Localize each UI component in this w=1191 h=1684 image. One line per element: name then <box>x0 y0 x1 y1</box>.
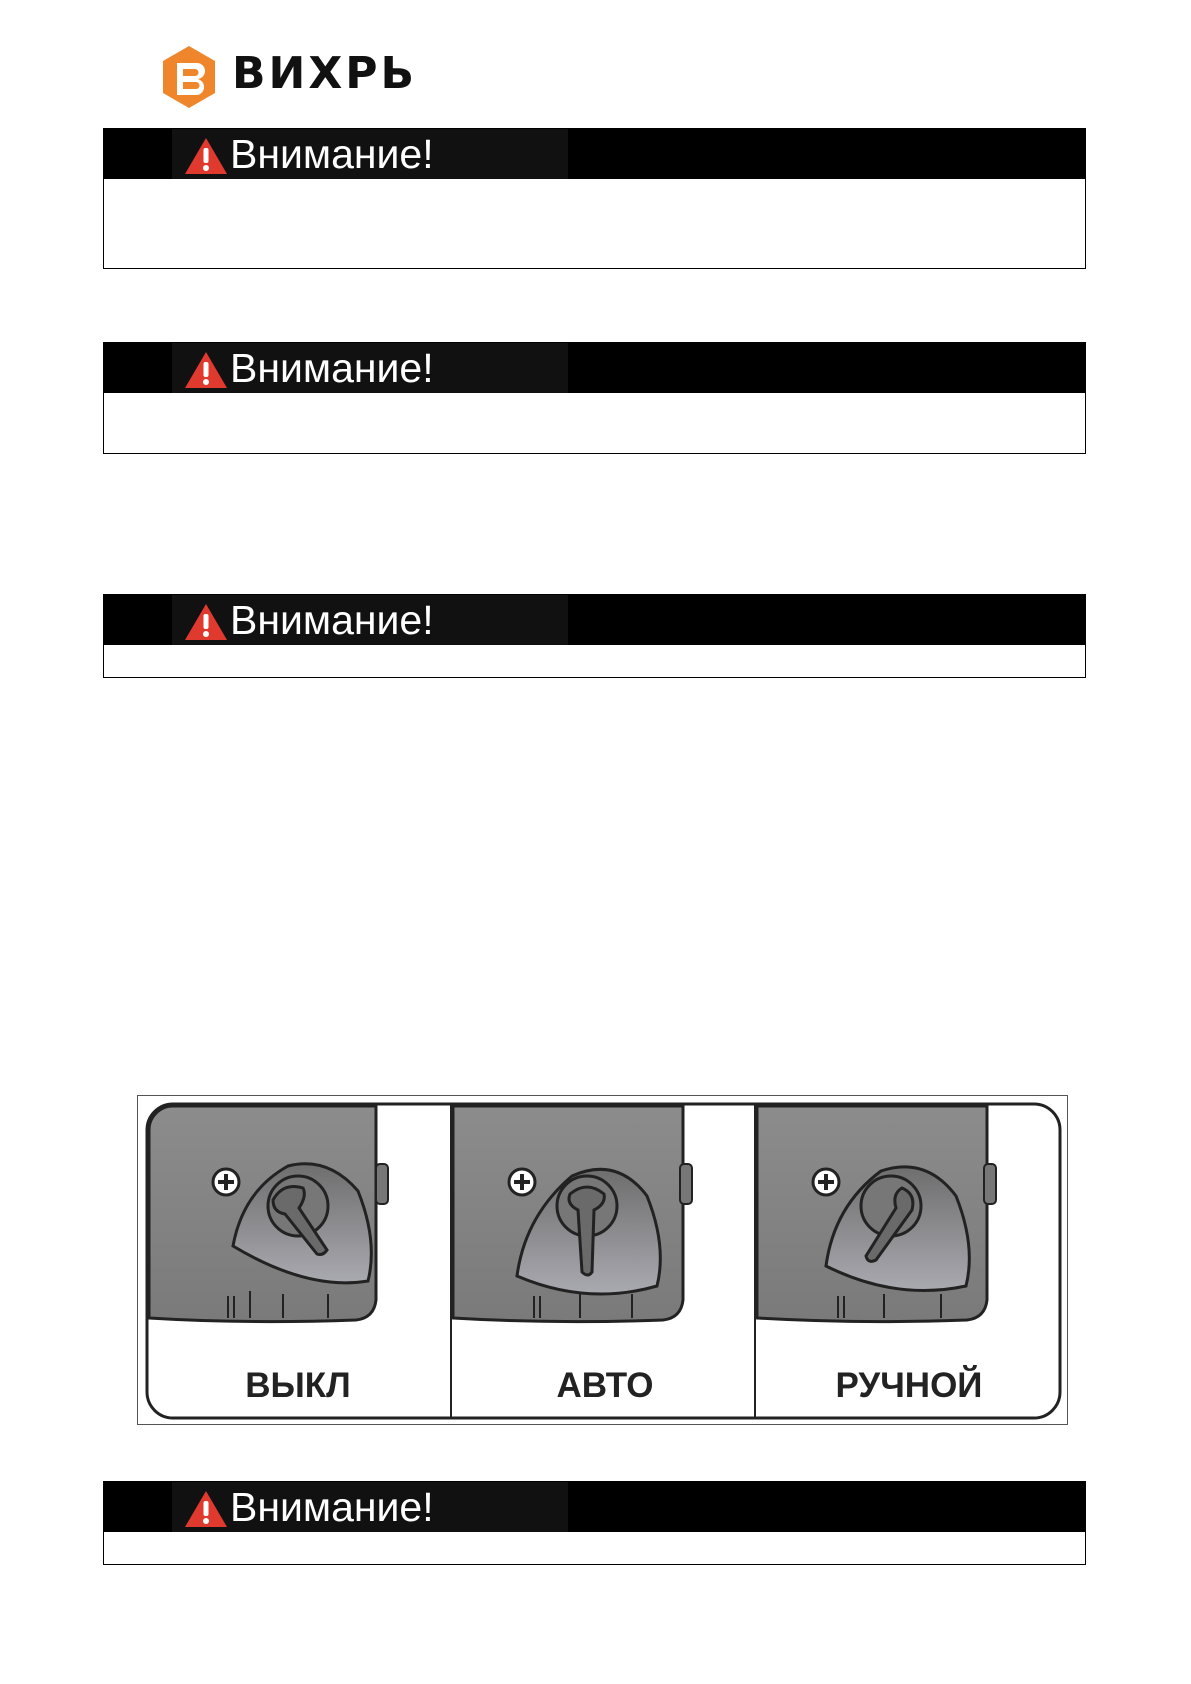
warning-triangle-icon <box>184 351 228 389</box>
warning-title: Внимание! <box>230 131 434 177</box>
switch-label-manual: РУЧНОЙ <box>835 1366 983 1405</box>
brand-name: ВИХРЬ <box>232 48 418 99</box>
switch-label-auto: АВТО <box>556 1366 654 1405</box>
warning-tab <box>172 1482 568 1532</box>
logo-hexagon-icon <box>160 44 218 110</box>
warning-header <box>104 129 1085 179</box>
warning-title: Внимание! <box>230 345 434 391</box>
warning-box <box>103 1481 1086 1565</box>
warning-header <box>104 1482 1085 1532</box>
switch-label-off: ВЫКЛ <box>245 1366 351 1405</box>
warning-triangle-icon <box>184 1490 228 1528</box>
warning-title: Внимание! <box>230 1484 434 1530</box>
warning-box <box>103 342 1086 454</box>
warning-title: Внимание! <box>230 597 434 643</box>
warning-header <box>104 343 1085 393</box>
warning-header <box>104 595 1085 645</box>
switch-panel-off <box>149 1106 388 1322</box>
warning-tab <box>172 343 568 393</box>
switch-panel-auto <box>453 1106 692 1322</box>
warning-box <box>103 128 1086 269</box>
warning-tab <box>172 595 568 645</box>
warning-triangle-icon <box>184 603 228 641</box>
warning-triangle-icon <box>184 137 228 175</box>
switch-panel-manual <box>757 1106 996 1322</box>
warning-tab <box>172 129 568 179</box>
brand-logo <box>160 44 430 114</box>
switch-positions-figure <box>137 1095 1068 1425</box>
warning-box <box>103 594 1086 678</box>
